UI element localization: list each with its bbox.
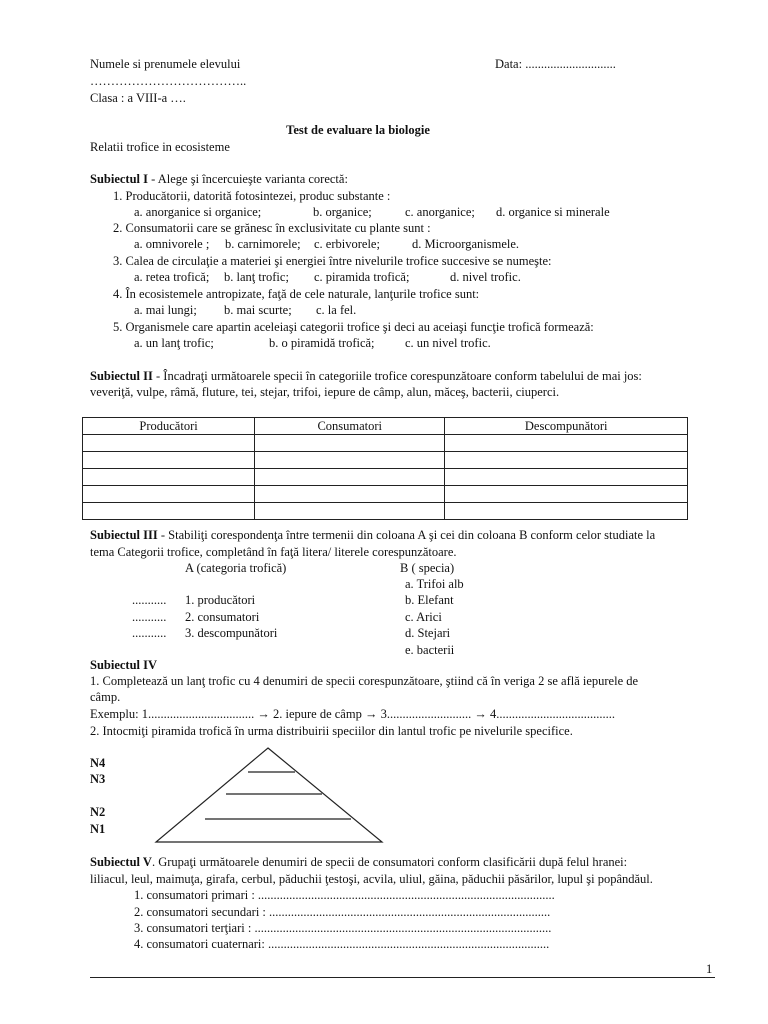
s2-text-2: veveriţă, vulpe, râmă, fluture, tei, stejar, trifoi, iepure de câmp, alun, măceş, bacterii, ciuperci. xyxy=(90,385,560,399)
s1-q4-option-c: c. la fel. xyxy=(316,303,357,317)
table-cell[interactable] xyxy=(255,452,445,469)
level-n4: N4 xyxy=(90,756,106,770)
s3-col-b-item-b: b. Elefant xyxy=(405,593,454,607)
s1-question-1: 1. Producǎtorii, datoritǎ fotosintezei, produc substante : xyxy=(113,189,391,203)
classification-table xyxy=(82,417,688,520)
s1-q4-option-b: b. mai scurte; xyxy=(224,303,292,317)
s5-item-1: 1. consumatori primari : ............................................................................................... xyxy=(134,888,555,902)
footer-divider xyxy=(90,977,715,978)
table-header-row xyxy=(83,418,688,435)
s1-q5-option-c: c. un nivel trofic. xyxy=(405,336,491,350)
table-row xyxy=(83,469,688,486)
s1-q1-option-a: a. anorganice si organice; xyxy=(134,205,262,219)
s1-q3-option-a: a. retea trofică; xyxy=(134,270,210,284)
table-cell[interactable] xyxy=(83,486,255,503)
level-n3: N3 xyxy=(90,772,106,786)
level-n1: N1 xyxy=(90,822,106,836)
s1-q5-option-b: b. o piramidă trofică; xyxy=(269,336,375,350)
table-row xyxy=(83,435,688,452)
s1-question-4: 4. În ecosistemele antropizate, faţă de cele naturale, lanţurile trofice sunt: xyxy=(113,287,480,301)
s1-header xyxy=(90,172,348,186)
page-title: Test de evaluare la biologie xyxy=(286,123,430,137)
table-cell[interactable] xyxy=(255,503,445,520)
s4-part-1-line-2: câmp. xyxy=(90,690,121,704)
s1-q3-option-b: b. lanţ trofic; xyxy=(224,270,289,284)
pyramid-outline xyxy=(156,748,382,842)
column-decomposers: Descompunǎtori xyxy=(445,418,688,435)
table-cell[interactable] xyxy=(83,435,255,452)
name-label: Numele si prenumele elevului xyxy=(90,57,241,71)
table-row xyxy=(83,486,688,503)
table-cell[interactable] xyxy=(445,452,688,469)
s1-question-3: 3. Calea de circulaţie a materiei şi energiei între nivelurile trofice succesive se numeşte: xyxy=(113,254,552,268)
s5-item-3: 3. consumatori terţiari : ............................................................................................... xyxy=(134,921,552,935)
s3-text-2: tema Categorii trofice, completând în faţă litera/ literele corespunzătoare. xyxy=(90,545,457,559)
column-producers: Producǎtori xyxy=(83,418,255,435)
s1-q2-option-a: a. omnivorele ; xyxy=(134,237,210,251)
s3-col-b-item-d: d. Stejari xyxy=(405,626,451,640)
page-number: 1 xyxy=(706,962,713,976)
s2-text-1: - Încadraţi următoarele specii în categoriile trofice corespunzătoare conform tabelului de mai jos: xyxy=(152,369,642,383)
table-cell[interactable] xyxy=(255,486,445,503)
s5-item-4: 4. consumatori cuaternari: .......................................................................................... xyxy=(134,937,550,951)
table-cell[interactable] xyxy=(83,503,255,520)
s3-text-1: - Stabiliţi corespondenţa între termenii din coloana A şi cei din coloana B conform celor studiate la xyxy=(157,528,656,542)
level-n2: N2 xyxy=(90,805,106,819)
s3-col-b-title: B ( specia) xyxy=(400,561,455,575)
s3-col-a-item-1: 1. producǎtori xyxy=(185,593,256,607)
class-label: Clasa : a VIII-a …. xyxy=(90,91,186,105)
s5-text-1: . Grupaţi următoarele denumiri de specii de consumatori conform clasificării după felul hranei: xyxy=(151,855,628,869)
s1-q3-option-d: d. nivel trofic. xyxy=(450,270,521,284)
s3-col-b-item-c: c. Arici xyxy=(405,610,442,624)
table-cell[interactable] xyxy=(83,469,255,486)
s3-answer-blank-2[interactable]: ........... xyxy=(132,610,167,624)
s1-q2-option-c: c. erbivorele; xyxy=(314,237,380,251)
column-consumers: Consumatori xyxy=(255,418,445,435)
s1-q2-option-d: d. Microorganismele. xyxy=(412,237,520,251)
s3-answer-blank-3[interactable]: ........... xyxy=(132,626,167,640)
table-cell[interactable] xyxy=(445,469,688,486)
s1-q3-option-c: c. piramida trofică; xyxy=(314,270,410,284)
s3-col-a-item-3: 3. descompunǎtori xyxy=(185,626,278,640)
table-cell[interactable] xyxy=(255,435,445,452)
s2-header xyxy=(90,369,642,383)
trophic-pyramid xyxy=(150,745,390,845)
s1-q1-option-b: b. organice; xyxy=(313,205,372,219)
s3-heading: Subiectul III xyxy=(90,528,158,542)
s4-part-2: 2. Intocmiţi piramida trofică în urma distribuirii speciilor din lantul trofic pe nivelurile specifice. xyxy=(90,724,573,738)
table-row xyxy=(83,503,688,520)
s3-answer-blank-1[interactable]: ........... xyxy=(132,593,167,607)
s1-instruction: - Alege şi încercuieşte varianta corectă: xyxy=(148,172,348,186)
s4-heading: Subiectul IV xyxy=(90,658,158,672)
s1-q4-option-a: a. mai lungi; xyxy=(134,303,197,317)
s1-q2-option-b: b. carnimorele; xyxy=(225,237,301,251)
s4-part-1-line-1: 1. Completează un lanţ trofic cu 4 denumiri de specii corespunzătoare, ştiind că în veriga 2 se află iepurele de xyxy=(90,674,639,688)
page-subtitle: Relatii trofice in ecosisteme xyxy=(90,140,230,154)
s1-question-2: 2. Consumatorii care se grănesc în exclusivitate cu plante sunt : xyxy=(113,221,431,235)
s3-col-a-item-2: 2. consumatori xyxy=(185,610,260,624)
s1-heading: Subiectul I xyxy=(90,172,149,186)
table-cell[interactable] xyxy=(445,435,688,452)
table-cell[interactable] xyxy=(445,503,688,520)
s5-item-2: 2. consumatori secundari : .......................................................................................... xyxy=(134,905,551,919)
name-blank: ……………………………….. xyxy=(90,74,247,88)
s3-col-b-item-e: e. bacterii xyxy=(405,643,455,657)
s3-col-b-item-a: a. Trifoi alb xyxy=(405,577,464,591)
s1-q1-option-d: d. organice si minerale xyxy=(496,205,610,219)
s5-heading: Subiectul V xyxy=(90,855,152,869)
table-cell[interactable] xyxy=(445,486,688,503)
table-cell[interactable] xyxy=(83,452,255,469)
s4-example-chain: Exemplu: 1.................................. → 2. iepure de câmp → 3........................... → 4...................................... xyxy=(90,707,615,721)
date-label: Data: ............................. xyxy=(495,57,616,71)
s1-question-5: 5. Organismele care apartin aceleiaşi categorii trofice şi deci au aceiaşi funcţie trofică formează: xyxy=(113,320,594,334)
s5-header xyxy=(90,855,627,869)
table-cell[interactable] xyxy=(255,469,445,486)
s3-header xyxy=(90,528,655,542)
s1-q1-option-c: c. anorganice; xyxy=(405,205,475,219)
s5-text-2: liliacul, leul, maimuţa, girafa, cerbul, păduchii ţestoşi, acvila, uliul, găina, păduchii păsărilor, lupul şi popândăul. xyxy=(90,872,653,886)
s1-q5-option-a: a. un lanţ trofic; xyxy=(134,336,214,350)
table-row xyxy=(83,452,688,469)
s3-col-a-title: A (categoria trofică) xyxy=(185,561,287,575)
s2-heading: Subiectul II xyxy=(90,369,153,383)
